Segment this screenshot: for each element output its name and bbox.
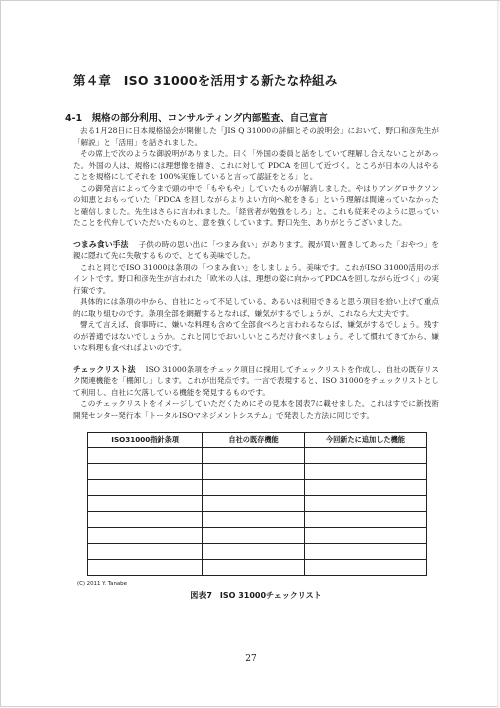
table-body (88, 448, 427, 576)
table-cell (88, 528, 203, 544)
table-row (88, 448, 427, 464)
table-cell (203, 544, 305, 560)
page-content (65, 71, 440, 601)
table-cell (88, 480, 203, 496)
table-cell (304, 560, 426, 576)
checklist-heading: チェックリスト法 (73, 364, 136, 374)
figure-caption: 図表7 ISO 31000チェックリスト (190, 591, 322, 600)
table-row (88, 480, 427, 496)
checklist-section (73, 364, 439, 422)
table-row (88, 528, 427, 544)
paragraph-text: 子供の時の思い出に「つまみ食い」があります。親が買い置きしてあった「おやつ」を親に隠れて先に失敬するもので、とても美味でした。 (73, 239, 440, 260)
section-title: 4-1 規格の部分利用、コンサルティング内部監査、自己宣言 (65, 113, 328, 124)
table-cell (203, 496, 305, 512)
tsumami-section (73, 239, 439, 354)
table-cell (203, 464, 305, 480)
table-header-row (88, 433, 427, 448)
table-row (88, 464, 427, 480)
table-cell (88, 512, 203, 528)
paragraph (73, 364, 439, 399)
checklist-table (87, 432, 427, 576)
page-number: 27 (245, 654, 257, 664)
paragraph: 具体的には条項の中から、自社にとって不足している、あるいは利用できると思う項目を拾い上げて重点的に取り組むのです。条項全部を網羅するとなれば、嫌気がするでしょうが、これなら大丈夫です。 (73, 297, 439, 318)
table-cell (203, 560, 305, 576)
paragraph: 去る1月28日に日本規格協会が開催した「JIS Q 31000の詳細とその説明会」において、野口和彦先生が「解説」と「活用」を話されました。 (73, 126, 439, 147)
table-cell (88, 560, 203, 576)
paragraph: このチェックリストをイメージしていただくためにその見本を図表7に載せました。これはすでに新技術開発センター発行本「トータルISOマネジメントシステム」で発表した方法に同じです。 (73, 399, 439, 420)
table-header-cell: ISO31000指針条項 (88, 433, 203, 448)
table-cell (88, 496, 203, 512)
table-cell (203, 448, 305, 464)
table-header-cell: 今回新たに追加した機能 (304, 433, 426, 448)
table-row (88, 496, 427, 512)
table-cell (203, 512, 305, 528)
table-cell (304, 448, 426, 464)
copyright-note: (C) 2011 Y. Tanabe (77, 581, 127, 587)
table-cell (304, 464, 426, 480)
paragraph-text: ISO 31000条項をチェック項目に採用してチェックリストを作成し、自社の既存リスク関連機能を「棚卸し」します。これが出発点です。一言で表現すると、ISO 31000をチェックリストとして利用し、自社に欠落している機能を発見するものです。 (73, 364, 440, 397)
table-cell (203, 480, 305, 496)
tsumami-heading: つまみ食い手法 (73, 239, 129, 249)
table-cell (304, 512, 426, 528)
table-cell (88, 448, 203, 464)
chapter-title: 第４章 ISO 31000を活用する新たな枠組み (73, 73, 338, 88)
paragraph: その席上で次のような御説明がありました。曰く「外国の委員と話をしていて理解し合えないことがあった。外国の人は、規格には理想像を描き、これに対して PDCA を回して近づく。ところが日本の人はやることを規格にしてそれを 100%実施していると言って認証をとる」と。 (73, 149, 439, 181)
table-cell (304, 544, 426, 560)
paragraph: これと同じでISO 31000は条項の「つまみ食い」をしましょう。美味です。これがISO 31000活用のポイントです。野口和彦先生が言われた「欧米の人は、理想の姿に向かってPDCAを回しながら近づく」の実行策です。 (73, 262, 439, 295)
table-cell (203, 528, 305, 544)
table-header-cell: 自社の既存機能 (203, 433, 305, 448)
table-cell (88, 544, 203, 560)
table-row (88, 544, 427, 560)
table-cell (88, 464, 203, 480)
table-cell (304, 480, 426, 496)
paragraph: 譬えて言えば、食事時に、嫌いな料理も含めて全部食べろと言われるならば、嫌気がするでしょう。残すのが普通ではないでしょうか。これと同じでおいしいところだけ食べましょう。そして慣れてきてから、嫌いな料理も食べればよいのです。 (73, 320, 439, 352)
paragraph (73, 239, 439, 262)
table-cell (304, 528, 426, 544)
paragraph: この御発言によって今まで頭の中で「もやもや」していたものが解消しました。やはりアングロサクソンの知恵とおもっていた「PDCA を回しながらよりよい方向へ舵をきる」という理解は間違っていなかったと確信しました。先生はさらに言われました。「経営者が勉強をしろ」と。これも従来そのように思っていたことを代弁していただいたものと、意を強くしています。野口先生、ありがとうございました。 (73, 183, 439, 227)
table-cell (304, 496, 426, 512)
table-row (88, 512, 427, 528)
table-row (88, 560, 427, 576)
